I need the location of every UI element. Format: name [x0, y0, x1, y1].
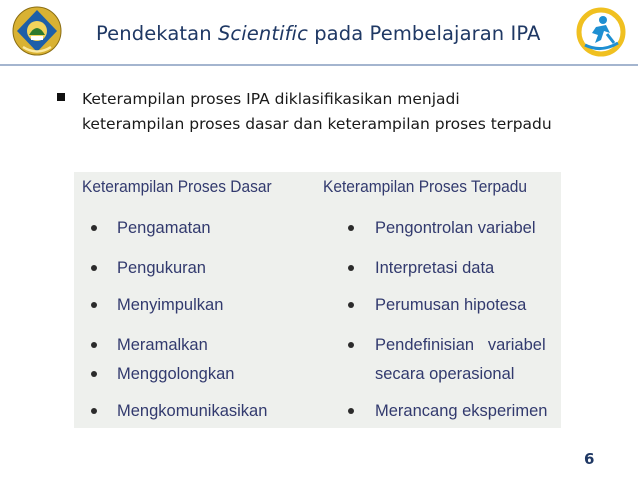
left-column-header: Keterampilan Proses Dasar [82, 178, 272, 196]
right-item-1: Pengontrolan variabel [375, 219, 536, 237]
tut-wuri-handayani-logo [11, 6, 63, 56]
bullet-dot-icon [91, 342, 97, 348]
title-prefix: Pendekatan [96, 22, 218, 45]
skills-table [74, 172, 561, 428]
right-item-4: Pendefinisian variabel [375, 336, 546, 354]
right-item-3: Perumusan hipotesa [375, 296, 527, 314]
title-italic: Scientific [217, 22, 308, 45]
page-number: 6 [584, 450, 595, 468]
bullet-dot-icon [348, 342, 354, 348]
slide-header [0, 0, 638, 62]
bullet-line-2: keterampilan proses dasar dan keterampilan proses terpadu [82, 115, 552, 133]
left-item-1: Pengamatan [117, 219, 211, 237]
title-suffix: pada Pembelajaran IPA [307, 22, 541, 45]
bullet-dot-icon [91, 265, 97, 271]
header-divider [0, 64, 638, 66]
bullet-dot-icon [91, 302, 97, 308]
bullet-text [82, 87, 552, 137]
bullet-dot-icon [348, 225, 354, 231]
left-item-6: Mengkomunikasikan [117, 402, 268, 420]
square-bullet-icon [57, 93, 65, 101]
right-item-4-continuation: secara operasional [375, 365, 515, 383]
right-item-2: Interpretasi data [375, 259, 495, 277]
left-item-2: Pengukuran [117, 259, 206, 277]
bullet-dot-icon [348, 265, 354, 271]
bullet-dot-icon [91, 371, 97, 377]
bullet-dot-icon [91, 225, 97, 231]
right-item-5: Merancang eksperimen [375, 402, 548, 420]
left-item-4: Meramalkan [117, 336, 208, 354]
kurikulum-logo [576, 7, 626, 57]
left-item-5: Menggolongkan [117, 365, 235, 383]
bullet-dot-icon [348, 408, 354, 414]
left-item-3: Menyimpulkan [117, 296, 224, 314]
right-column-header: Keterampilan Proses Terpadu [323, 178, 528, 196]
bullet-dot-icon [348, 302, 354, 308]
slide-title [96, 22, 540, 45]
bullet-line-1: Keterampilan proses IPA diklasifikasikan menjadi [82, 90, 460, 108]
bullet-dot-icon [91, 408, 97, 414]
